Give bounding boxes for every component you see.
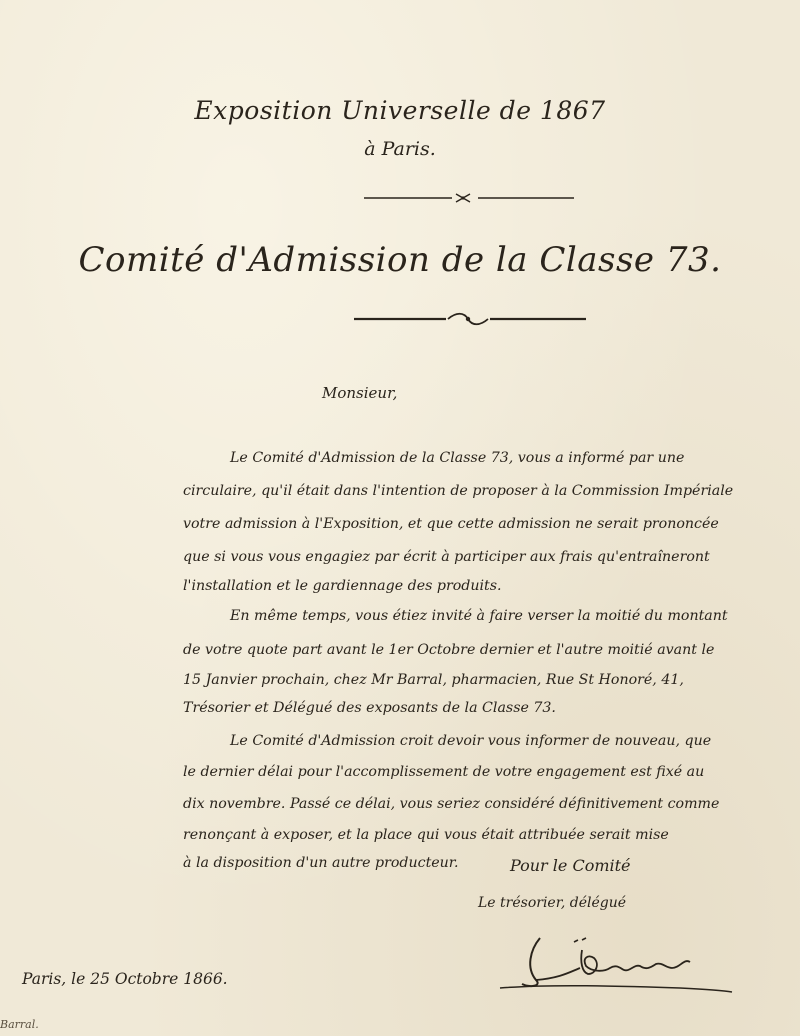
city-line: à Paris. [364, 138, 436, 160]
closing-treasurer: Le trésorier, délégué [478, 895, 627, 911]
exposition-title: Exposition Universelle de 1867 [194, 96, 606, 125]
body-line: 15 Janvier prochain, chez Mr Barral, pharmacien, Rue St Honoré, 41, [183, 672, 684, 688]
letter-date: Paris, le 25 Octobre 1866. [22, 970, 228, 988]
body-line: dix novembre. Passé ce délai, vous seriez considéré définitivement comme [183, 796, 720, 812]
body-line: l'installation et le gardiennage des produits. [183, 578, 502, 594]
body-line: renonçant à exposer, et la place qui vous était attribuée serait mise [183, 827, 669, 843]
body-line: à la disposition d'un autre producteur. [183, 855, 459, 871]
closing-committee: Pour le Comité [510, 856, 631, 875]
body-line: Le Comité d'Admission de la Classe 73, vous a informé par une [230, 450, 685, 466]
body-line: En même temps, vous étiez invité à faire verser la moitié du montant [230, 608, 728, 624]
bottom-ornamental-rule [350, 310, 590, 328]
body-line: le dernier délai pour l'accomplissement de votre engagement est fixé au [183, 764, 705, 780]
committee-title: Comité d'Admission de la Classe 73. [78, 240, 722, 280]
body-line: de votre quote part avant le 1er Octobre dernier et l'autre moitié avant le [183, 642, 715, 658]
handwritten-signature [470, 928, 750, 1000]
body-line: circulaire, qu'il était dans l'intention de proposer à la Commission Impériale [183, 483, 734, 499]
corner-note: Barral. [0, 1018, 39, 1031]
salutation: Monsieur, [322, 384, 398, 402]
body-line: Trésorier et Délégué des exposants de la Classe 73. [183, 700, 556, 716]
body-line: Le Comité d'Admission croit devoir vous informer de nouveau, que [230, 733, 712, 749]
body-line: votre admission à l'Exposition, et que cette admission ne serait prononcée [183, 516, 719, 532]
top-ornamental-rule [360, 190, 580, 206]
body-line: que si vous vous engagiez par écrit à participer aux frais qu'entraîneront [183, 549, 710, 565]
